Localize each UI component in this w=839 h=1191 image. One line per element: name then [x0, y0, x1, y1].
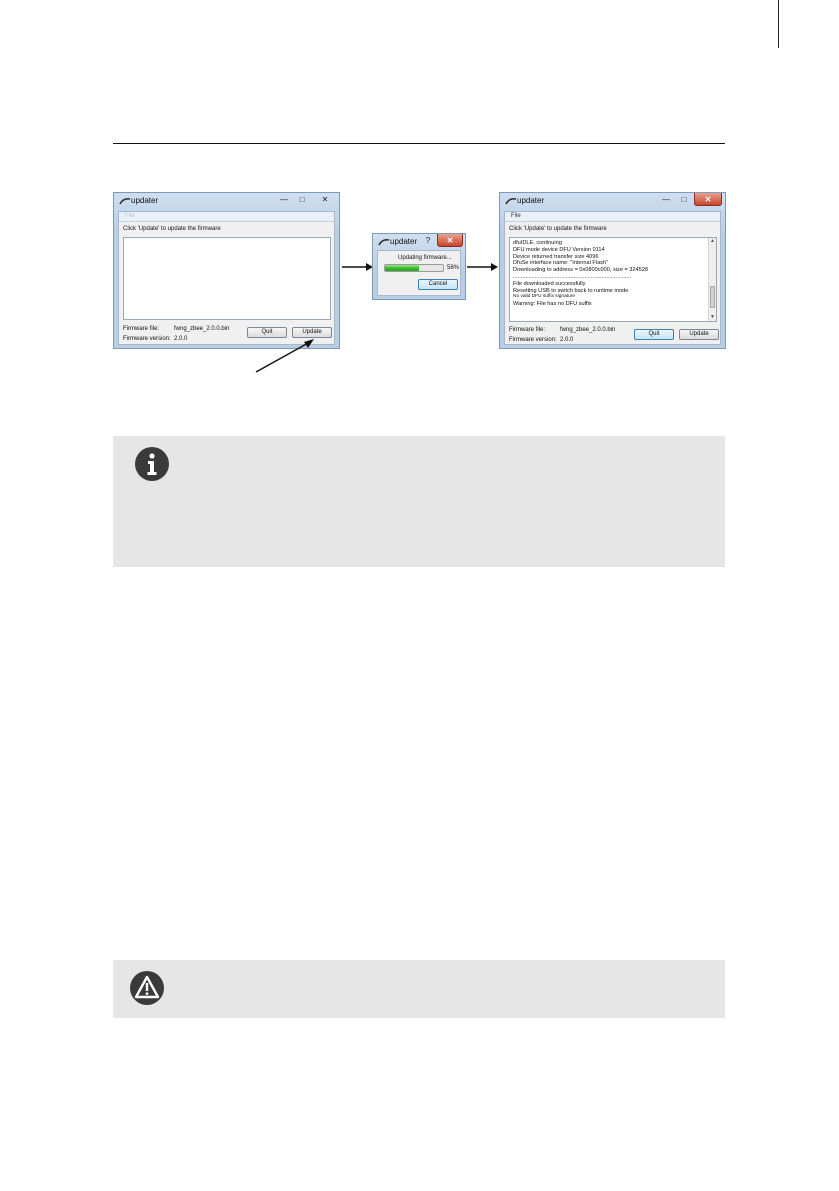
maximize-button[interactable]: □	[681, 195, 687, 204]
app-icon	[119, 197, 131, 206]
instruction-text: Click 'Update' to update the firmware	[509, 226, 607, 232]
log-line: ............................................................................	[513, 273, 632, 280]
close-button[interactable]: ✕	[694, 193, 722, 206]
dialog-title: updater	[390, 237, 418, 246]
log-line: Warning: File has no DFU suffix	[513, 301, 592, 308]
progress-bar	[384, 264, 444, 272]
log-line: dfuIDLE, continuing	[513, 240, 562, 246]
scroll-up-icon[interactable]: ▲	[710, 238, 715, 244]
scroll-down-icon[interactable]: ▼	[710, 314, 715, 320]
log-output[interactable]	[509, 237, 717, 322]
quit-button[interactable]: Quit	[247, 327, 287, 338]
log-line: Device returned transfer size 4096	[513, 253, 599, 260]
firmware-file-value: fwng_zbee_2.0.0.bin	[174, 326, 230, 332]
pointer-arrow-icon	[250, 336, 320, 376]
log-output	[123, 237, 331, 320]
window-client	[504, 211, 721, 345]
log-scrollbar[interactable]	[708, 238, 716, 321]
warning-box	[113, 960, 725, 1018]
log-line: File downloaded successfully	[513, 280, 586, 287]
cancel-button[interactable]: Cancel	[418, 279, 458, 290]
progress-dialog	[372, 233, 466, 300]
updater-window-after	[499, 192, 726, 349]
note-box	[113, 436, 725, 567]
log-line: No valid DFU suffix signature	[513, 294, 576, 300]
firmware-version-label: Firmware version:	[509, 337, 557, 343]
log-line: Downloading to address = 0x0800c000, size = 324528	[513, 267, 648, 274]
firmware-version-label: Firmware version:	[123, 336, 171, 342]
maximize-button[interactable]: □	[299, 195, 305, 204]
log-line: Resetting USB to switch back to runtime mode	[513, 287, 629, 294]
warning-icon	[130, 971, 164, 1005]
log-line: DFU mode device DFU Version 0114	[513, 246, 605, 253]
quit-button[interactable]: Quit	[634, 329, 674, 340]
window-title: updater	[131, 196, 159, 205]
firmware-file-value: fwng_zbee_2.0.0.bin	[560, 327, 616, 333]
info-glyph	[135, 447, 169, 481]
title-bar	[114, 193, 339, 211]
update-button[interactable]: Update	[292, 327, 332, 338]
scrollbar-thumb[interactable]	[710, 286, 715, 308]
progress-percent: 58%	[447, 265, 460, 271]
help-button[interactable]: ?	[425, 236, 431, 245]
firmware-file-label: Firmware file:	[509, 327, 546, 333]
firmware-version-value: 2.0.0	[174, 336, 188, 342]
close-button[interactable]: ✕	[321, 195, 329, 204]
update-button[interactable]: Update	[679, 329, 719, 340]
app-icon	[378, 238, 390, 247]
dialog-close-button[interactable]: ✕	[437, 234, 463, 247]
header-rule	[113, 143, 725, 144]
instruction-text: Click 'Update' to update the firmware	[123, 226, 221, 232]
log-text	[513, 240, 648, 308]
flow-arrow-icon	[342, 260, 374, 274]
progress-bar-fill	[385, 265, 419, 271]
updater-window-before	[113, 192, 340, 349]
dialog-client	[377, 250, 461, 296]
firmware-file-label: Firmware file:	[123, 326, 160, 332]
window-title: updater	[517, 196, 545, 205]
app-icon	[505, 197, 517, 206]
info-icon	[135, 447, 169, 481]
crop-mark	[778, 0, 779, 48]
flow-arrow-icon	[467, 260, 499, 274]
warning-glyph	[130, 971, 164, 1005]
title-bar	[500, 193, 725, 211]
window-client	[118, 211, 335, 345]
progress-status-text: Updating firmware...	[398, 255, 452, 261]
minimize-button[interactable]: —	[280, 195, 288, 204]
log-line: DfuSe interface name: "Internal Flash"	[513, 260, 609, 267]
minimize-button[interactable]: —	[662, 195, 670, 204]
firmware-version-value: 2.0.0	[560, 337, 574, 343]
menu-file[interactable]: File	[505, 212, 720, 222]
menu-file[interactable]: File	[119, 212, 334, 222]
